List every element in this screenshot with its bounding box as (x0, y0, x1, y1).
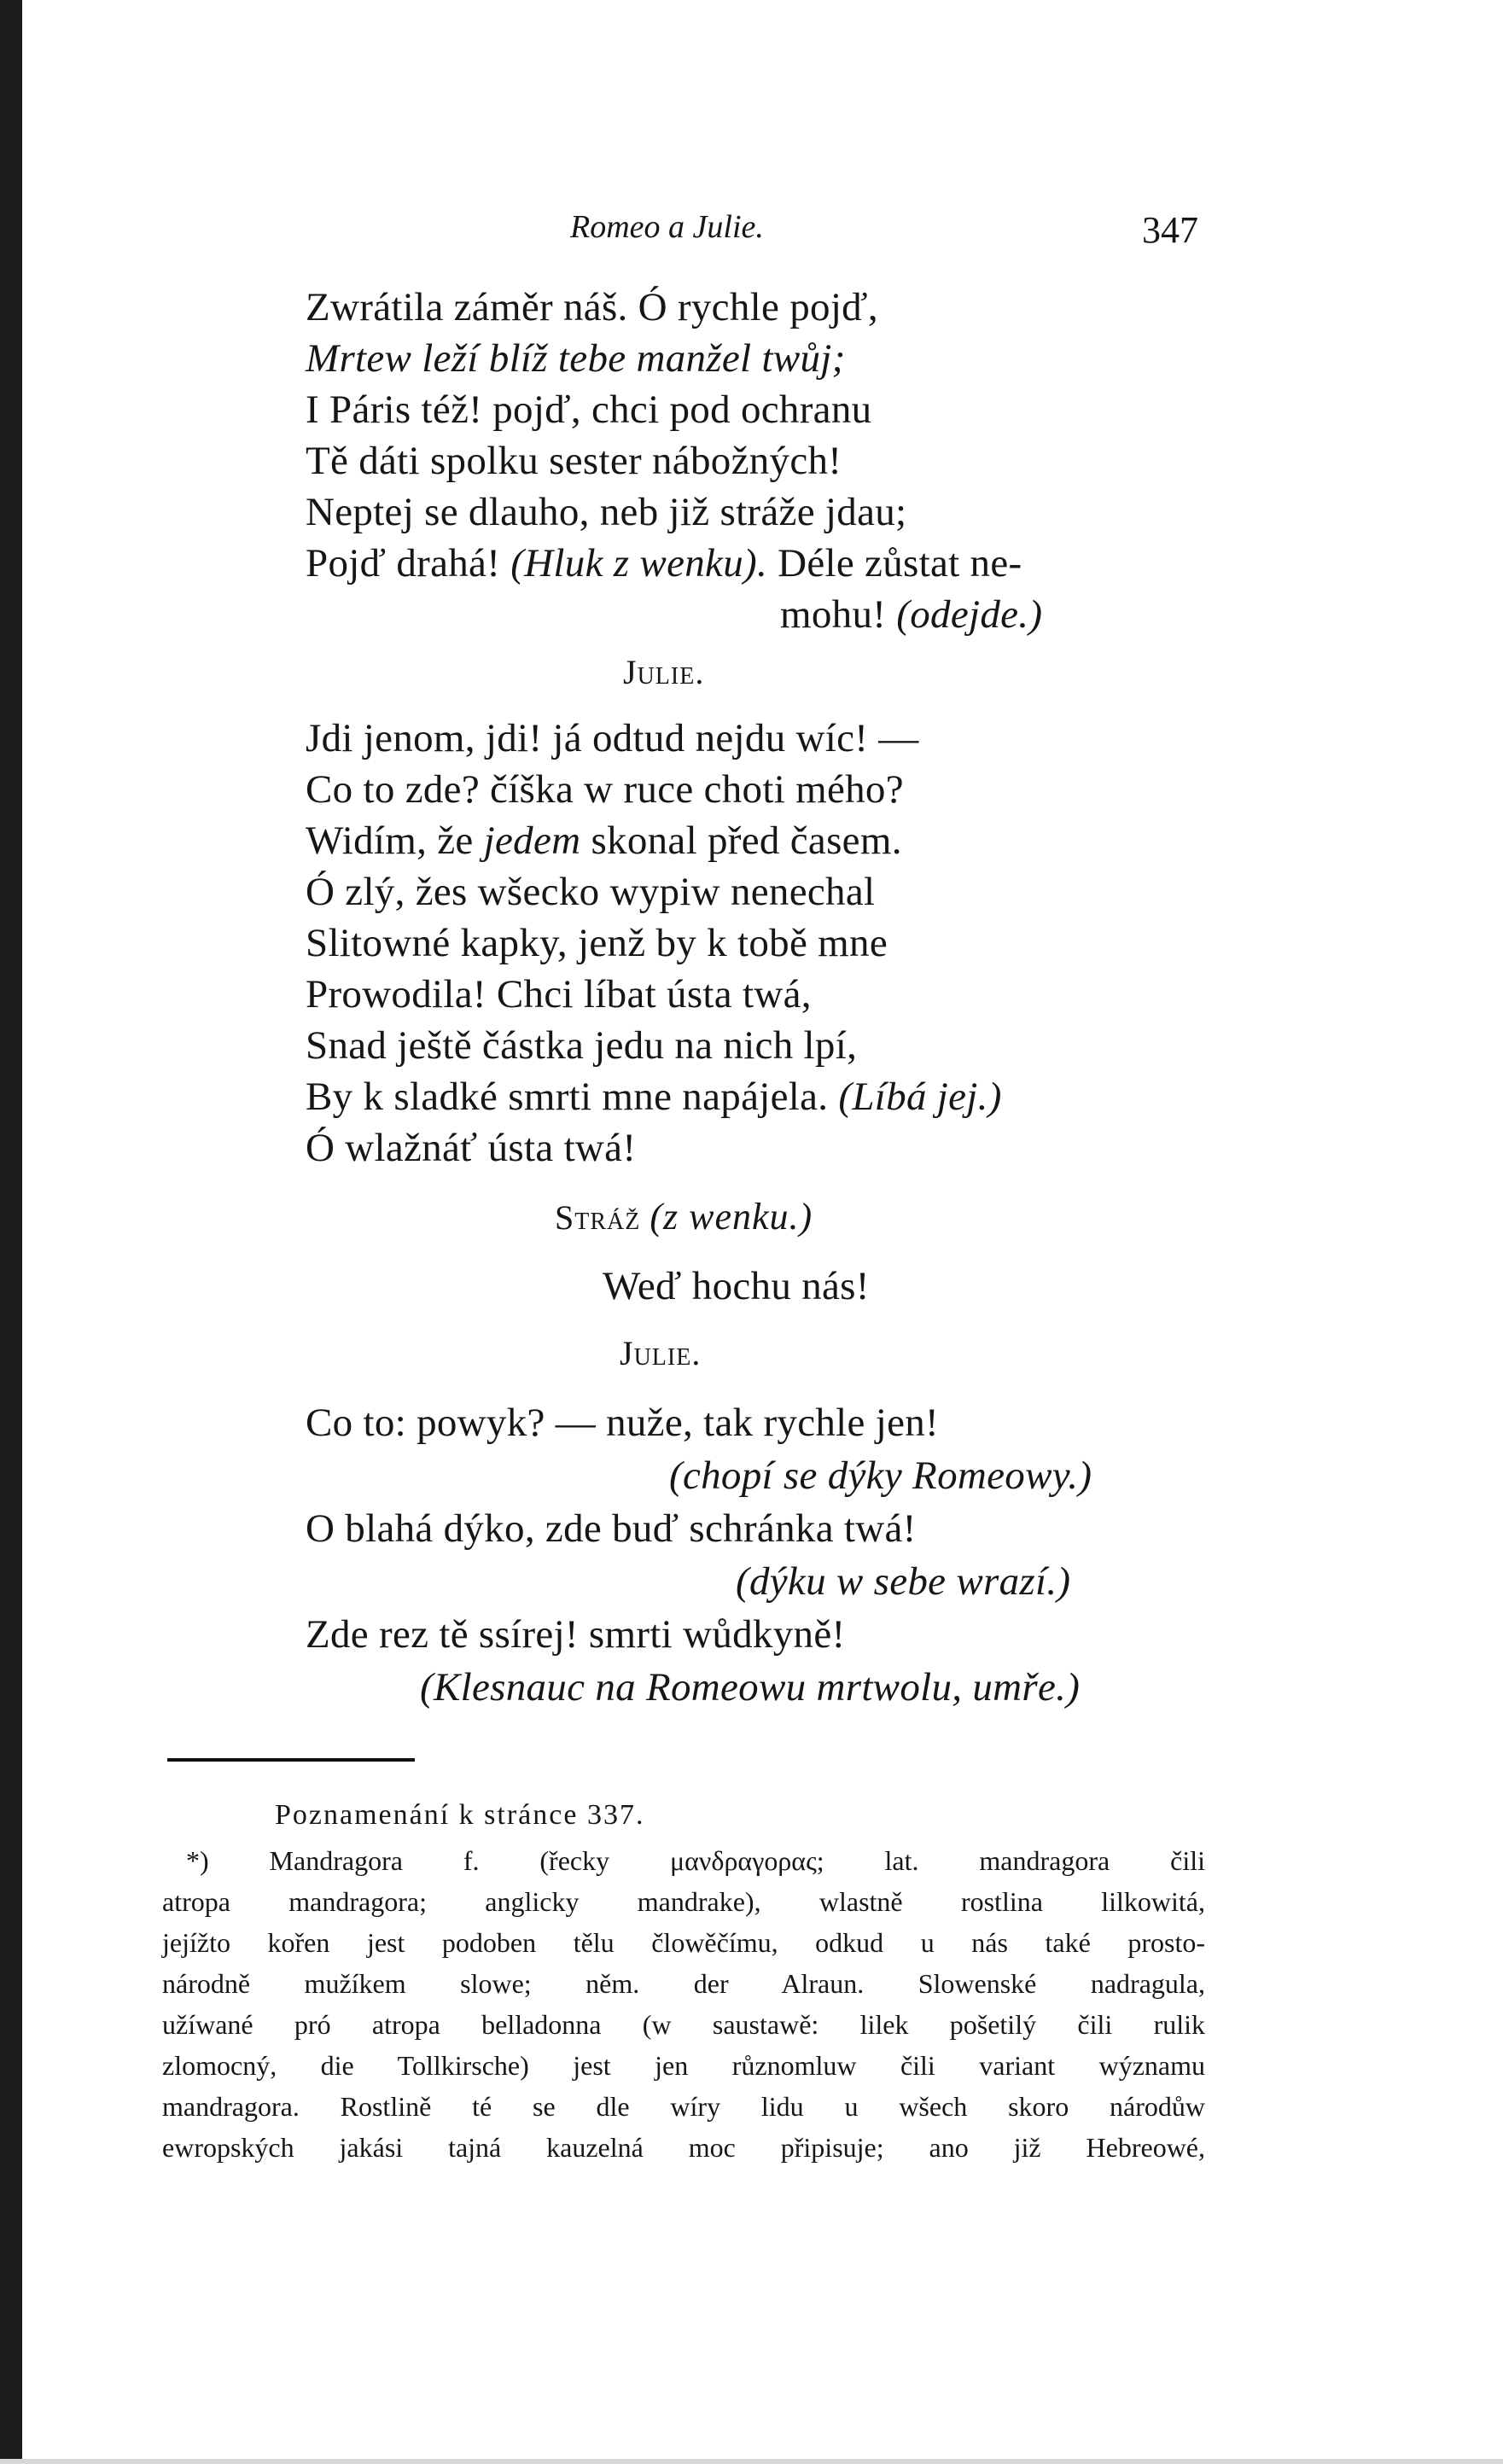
speaker-name: Julie. (623, 653, 705, 691)
footnote-line: jejížto kořen jest podoben tělu člowěčímu, odkud u nás také prosto- (162, 1927, 1205, 1958)
stage-direction: (z wenku.) (650, 1196, 813, 1238)
verse-line: Zwrátila záměr náš. Ó rychle pojď, (306, 285, 878, 329)
footnote-line: národně mužíkem slowe; něm. der Alraun. Slowenské nadragula, (162, 1968, 1205, 1999)
verse-line (780, 591, 1042, 638)
stage-direction: (Líbá jej.) (838, 1075, 1002, 1119)
verse-text: By k sladké smrti mne napájela. (306, 1075, 829, 1119)
verse-text: Déle zůstat ne- (778, 541, 1022, 585)
verse-line: Slitowné kapky, jenž by k tobě mne (306, 921, 888, 965)
verse-line: I Páris též! pojď, chci pod ochranu (306, 387, 872, 432)
verse-line (306, 540, 1022, 586)
verse-line: Ó wlažnáť ústa twá! (306, 1126, 637, 1170)
verse-text: mohu! (780, 592, 887, 637)
emphasized-word: jedem (483, 818, 581, 863)
stage-direction: (chopí se dýky Romeowy.) (669, 1453, 1092, 1498)
stage-direction: (Hluk z wenku). (510, 541, 768, 585)
stage-direction: (dýku w sebe wrazí.) (736, 1559, 1071, 1604)
verse-line: Ó zlý, žes wšecko wypiw nenechal (306, 870, 876, 914)
verse-line: Jdi jenom, jdi! já odtud nejdu wíc! — (306, 716, 919, 760)
verse-line: Zde rez tě ssírej! smrti wůdkyně! (306, 1612, 846, 1657)
verse-line: O blahá dýko, zde buď schránka twá! (306, 1506, 917, 1551)
stage-direction: (Klesnauc na Romeowu mrtwolu, umře.) (420, 1665, 1081, 1710)
speaker-label: Stráž (555, 1198, 641, 1237)
footnote-heading: Poznamenání k stránce 337. (275, 1799, 645, 1831)
verse-line: Tě dáti spolku sester nábožných! (306, 439, 842, 483)
footnote-rule (167, 1758, 415, 1762)
speaker-name (555, 1195, 813, 1238)
footnote-line: zlomocný, die Tollkirsche) jest jen různomluw čili variant wýznamu (162, 2050, 1205, 2081)
page-header (0, 208, 1503, 259)
verse-line: Co to: powyk? — nuže, tak rychle jen! (306, 1401, 940, 1445)
verse-line: Weď hochu nás! (603, 1264, 870, 1308)
verse-text: Widím, že (306, 818, 474, 863)
page-number: 347 (1142, 209, 1198, 251)
verse-line: Neptej se dlauho, neb již stráže jdau; (306, 490, 907, 534)
verse-line: Snad ještě částka jedu na nich lpí, (306, 1023, 858, 1068)
footnote-line: *) Mandragora f. (řecky μανδραγορας; lat. mandragora čili (186, 1845, 1205, 1876)
verse-line: Prowodila! Chci líbat ústa twá, (306, 972, 812, 1016)
verse-line (306, 1074, 1002, 1120)
verse-line-text: Mrtew leží blíž tebe manžel twůj; (306, 336, 846, 381)
footnote-line: ewropských jakási tajná kauzelná moc připisuje; ano již Hebreowé, (162, 2132, 1205, 2163)
footnote-line: mandragora. Rostlině té se dle wíry lidu u wšech skoro národůw (162, 2091, 1205, 2122)
verse-line (306, 818, 902, 864)
verse-line: Co to zde? číška w ruce choti mého? (306, 767, 904, 812)
running-title: Romeo a Julie. (570, 209, 764, 245)
page-bottom-edge (0, 2459, 1503, 2464)
verse-text: skonal před časem. (591, 818, 902, 863)
page-edge-shadow (0, 0, 22, 2464)
stage-direction: (odejde.) (896, 592, 1043, 637)
verse-line (306, 335, 846, 382)
footnote-line: užíwané pró atropa belladonna (w saustawě: lilek pošetilý čili rulik (162, 2009, 1205, 2040)
speaker-name: Julie. (620, 1334, 702, 1372)
verse-text: Pojď drahá! (306, 541, 501, 585)
footnote-line: atropa mandragora; anglicky mandrake), wlastně rostlina lilkowitá, (162, 1886, 1205, 1917)
